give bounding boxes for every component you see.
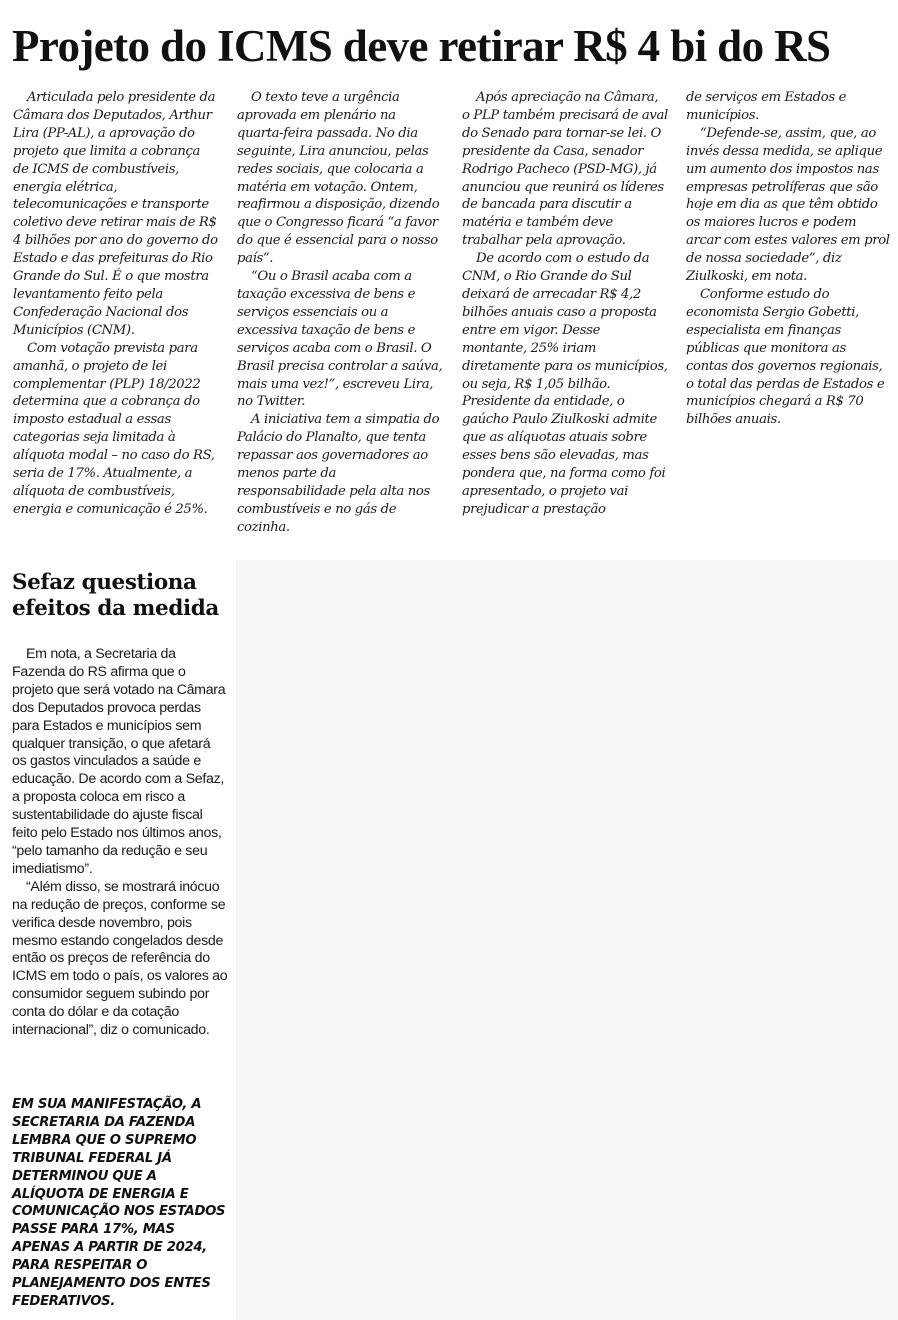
article-column-3 [462,89,668,519]
blank-ad-space [236,560,898,1320]
sidebar-title: Sefaz questiona efeitos da medida [12,570,219,621]
sidebar-paragraph: “Além disso, se mostrará inócuo na redução de preços, conforme se verifica desde novembro, pois mesmo estando congelados desde então os preços de referência do ICMS em todo o país, os valores ao consumidor seguem subindo por conta do dólar e da cotação internacional”, diz o comunicado. [12,878,228,1039]
pull-quote: EM SUA MANIFESTAÇÃO, A SECRETARIA DA FAZENDA LEMBRA QUE O SUPREMO TRIBUNAL FEDERAL JÁ DETERMINOU QUE A ALÍQUOTA DE ENERGIA E COMUNICAÇÃO NOS ESTADOS PASSE PARA 17%, MAS APENAS A PARTIR DE 2024, PARA RESPEITAR O PLANEJAMENTO DOS ENTES FEDERATIVOS. [12,1097,226,1309]
sidebar-paragraph: Em nota, a Secretaria da Fazenda do RS afirma que o projeto que será votado na Câmara dos Deputados provoca perdas para Estados e municípios sem qualquer transição, o que afetará os gastos vinculados a saúde e educação. De acordo com a Sefaz, a proposta coloca em risco a sustentabilidade do ajuste fiscal feito pelo Estado nos últimos anos, “pelo tamanho da redução e seu imediatismo”. [12,646,226,877]
article-paragraph: Conforme estudo do economista Sergio Gobetti, especialista em finanças públicas que monitora as contas dos governos regionais, o total das perdas de Estados e municípios chegará a R$ 70 bilhões anuais. [686,286,885,428]
article-column-4 [686,89,890,429]
article-column-1 [13,89,219,519]
article-paragraph: “Ou o Brasil acaba com a taxação excessiva de bens e serviços essenciais ou a excessiva taxação de bens e serviços acaba com o Brasil. O Brasil precisa controlar a saúva, mais uma vez!”, escreveu Lira, no Twitter. [237,269,443,410]
article-paragraph: De acordo com o estudo da CNM, o Rio Grande do Sul deixará de arrecadar R$ 4,2 bilhões anuais caso a proposta entre em vigor. Desse montante, 25% iriam diretamente para os municípios, ou seja, R$ 1,05 bilhão. Presidente da entidade, o gaúcho Paulo Ziulkoski admite que as alíquotas atuais sobre esses bens são elevadas, mas pondera que, na forma como foi apresentado, o projeto vai prejudicar a prestação [462,251,668,517]
headline: Projeto do ICMS deve retirar R$ 4 bi do RS [12,21,831,71]
article-paragraph: A iniciativa tem a simpatia do Palácio do Planalto, que tenta repassar aos governadores ao menos parte da responsabilidade pela alta nos combustíveis e no gás de cozinha. [237,412,440,535]
article-paragraph: Com votação prevista para amanhã, o projeto de lei complementar (PLP) 18/2022 determina que a cobrança do imposto estadual a essas categorias seja limitada à alíquota modal – no caso do RS, seria de 17%. Atualmente, a alíquota de combustíveis, energia e comunicação é 25%. [13,340,215,517]
article-paragraph: “Defende-se, assim, que, ao invés dessa medida, se aplique um aumento dos impostos nas empresas petrolíferas que são hoje em dia as que têm obtido os maiores lucros e podem arcar com estes valores em prol de nossa sociedade”, diz Ziulkoski, em nota. [686,125,890,285]
sidebar-body [12,646,228,1040]
article-paragraph: O texto teve a urgência aprovada em plenário na quarta-feira passada. No dia seguinte, Lira anunciou, pelas redes sociais, que colocaria a matéria em votação. Ontem, reafirmou a disposição, dizendo que o Congresso ficará “a favor do que é essencial para o nosso país”. [237,90,440,267]
article-paragraph-continued: de serviços em Estados e municípios. [686,90,847,123]
article-paragraph: Após apreciação na Câmara, o PLP também precisará de aval do Senado para tornar-se lei. O presidente da Casa, senador Rodrigo Pacheco (PSD-MG), já anunciou que reunirá os líderes de bancada para discutir a matéria e também deve trabalhar pela aprovação. [462,90,668,249]
article-column-2 [237,89,443,537]
article-paragraph: Articulada pelo presidente da Câmara dos Deputados, Arthur Lira (PP-AL), a aprovação do projeto que limita a cobrança de ICMS de combustíveis, energia elétrica, telecomunicações e transporte coletivo deve retirar mais de R$ 4 bilhões por ano do governo do Estado e das prefeituras do Rio Grande do Sul. É o que mostra levantamento feito pela Confederação Nacional dos Municípios (CNM). [13,90,218,338]
